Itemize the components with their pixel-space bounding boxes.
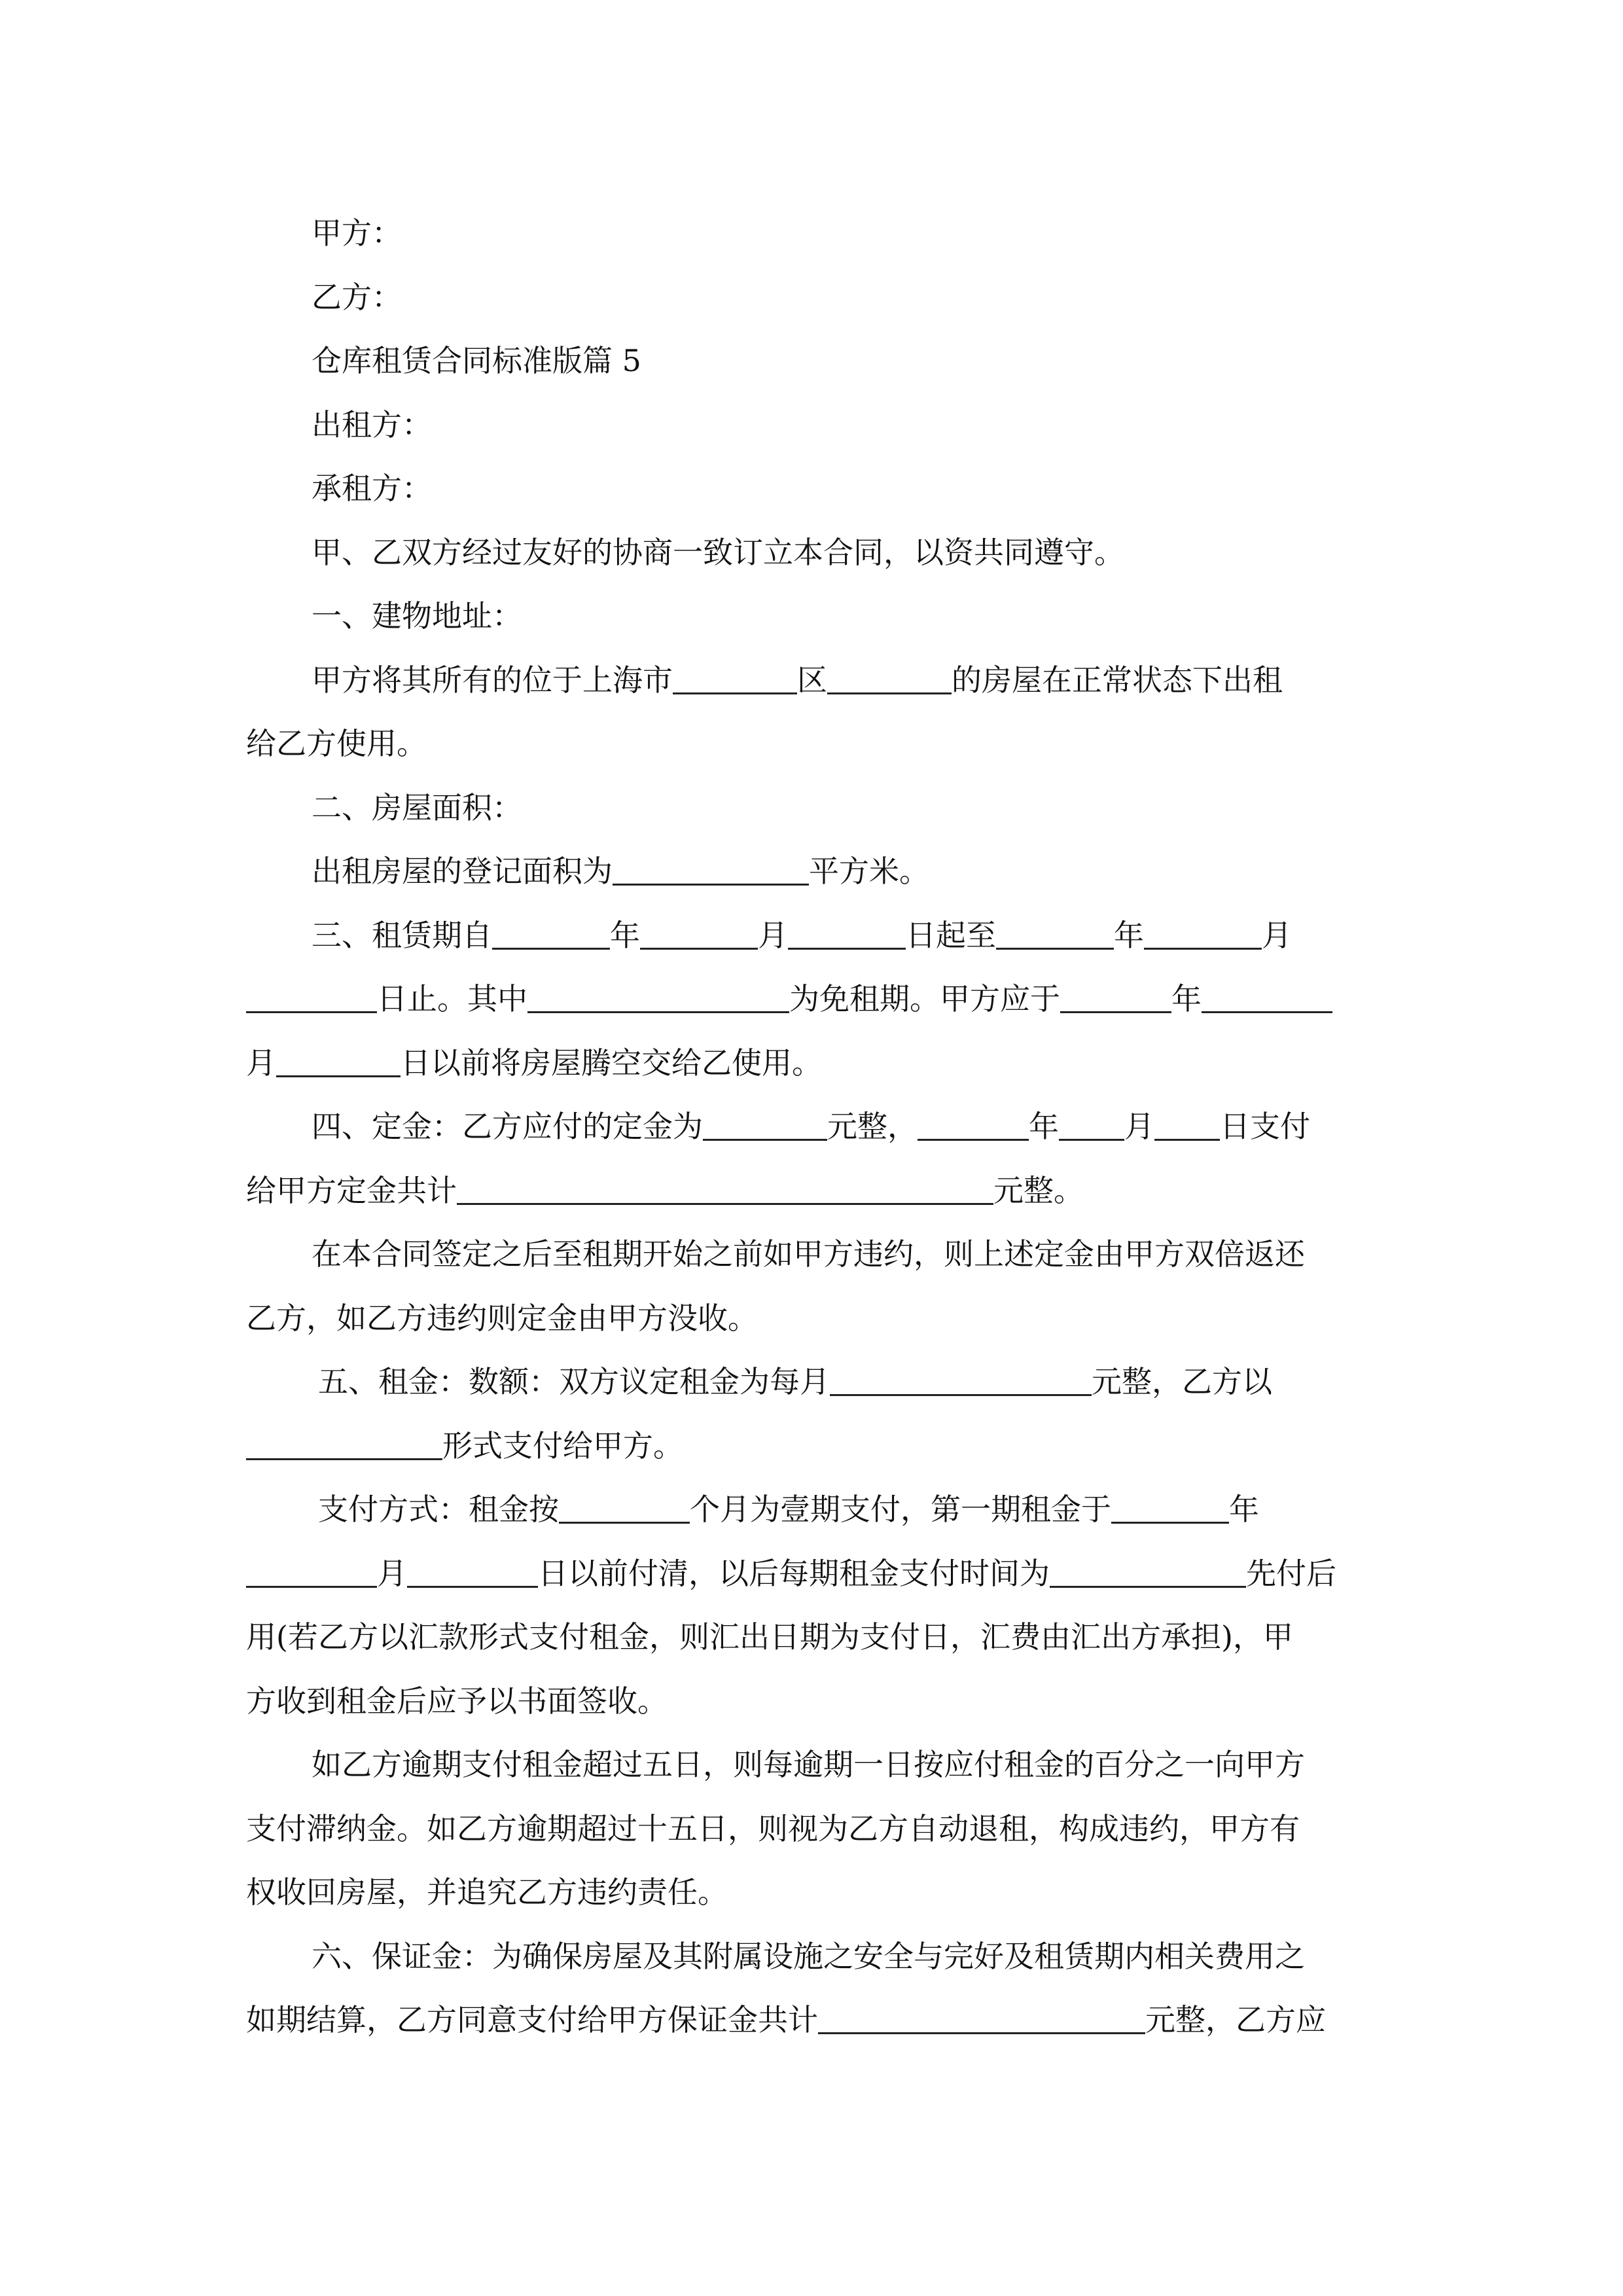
clause-3-text: 三、租赁期自 年 月 日起至 年 月 — [312, 917, 1292, 953]
period-months-blank — [559, 1496, 690, 1524]
first-payment-day-blank — [407, 1560, 538, 1588]
district-blank — [673, 666, 797, 694]
handover-month-blank — [1202, 985, 1332, 1013]
clause-2-heading: 二、房屋面积： — [312, 789, 522, 825]
payment-time-blank — [1050, 1560, 1246, 1588]
party-a-line: 甲方： — [312, 215, 402, 251]
clause-1-text-cont: 给乙方使用。 — [246, 726, 427, 761]
end-year-blank — [996, 922, 1114, 950]
clause-6-text: 六、保证金：为确保房屋及其附属设施之安全与完好及租赁期内相关费用之 — [312, 1938, 1305, 1974]
intro-paragraph: 甲、乙双方经过友好的协商一致订立本合同，以资共同遵守。 — [312, 534, 1124, 570]
clause-5-text-cont: 形式支付给甲方。 — [246, 1414, 1378, 1479]
clause-4-text: 四、定金：乙方应付的定金为 元整， 年 月 日支付 — [312, 1109, 1310, 1144]
clause-1-heading: 一、建物地址： — [312, 598, 522, 634]
lessee-line: 承租方： — [312, 471, 432, 506]
clause-4-text-cont: 给甲方定金共计 元整。 — [246, 1172, 1084, 1208]
payment-method-text-cont: 月 日以前付清，以后每期租金支付时间为 先付后 — [246, 1542, 1378, 1606]
start-year-blank — [492, 922, 610, 950]
address-blank — [827, 666, 952, 694]
late-payment-paragraph-cont2: 权收回房屋，并追究乙方违约责任。 — [246, 1874, 728, 1910]
clause-3-text-cont2: 月 日以前将房屋腾空交给乙使用。 — [246, 1045, 822, 1081]
deposit-month-blank — [1059, 1113, 1124, 1141]
area-blank — [613, 857, 809, 886]
guarantee-amount-blank — [818, 2006, 1145, 2034]
deposit-breach-paragraph: 在本合同签定之后至租期开始之前如甲方违约，则上述定金由甲方双倍返还 — [312, 1236, 1305, 1272]
handover-day-blank — [276, 1049, 401, 1077]
deposit-breach-paragraph-cont: 乙方，如乙方违约则定金由甲方没收。 — [246, 1300, 758, 1336]
start-month-blank — [640, 922, 758, 950]
deposit-year-blank — [918, 1113, 1029, 1141]
payment-form-blank — [246, 1432, 442, 1460]
clause-6-text-cont: 如期结算，乙方同意支付给甲方保证金共计 元整，乙方应 — [246, 2002, 1326, 2037]
end-month-blank — [1144, 922, 1262, 950]
end-day-blank — [246, 985, 377, 1013]
monthly-rent-blank — [830, 1368, 1092, 1396]
rent-free-blank — [527, 985, 789, 1013]
clause-5-text: 五、租金：数额：双方议定租金为每月 元整，乙方以 — [318, 1364, 1272, 1399]
deposit-day-blank — [1154, 1113, 1220, 1141]
payment-method-text: 支付方式：租金按 个月为壹期支付，第一期租金于 年 — [318, 1492, 1259, 1527]
party-b-line: 乙方： — [312, 279, 402, 315]
clause-2-text: 出租房屋的登记面积为 平方米。 — [312, 853, 929, 889]
section-title: 仓库租赁合同标准版篇 5 — [312, 343, 641, 378]
payment-method-text-cont3: 方收到租金后应予以书面签收。 — [246, 1683, 668, 1719]
clause-1-text: 甲方将其所有的位于上海市 区 的房屋在正常状态下出租 — [312, 662, 1283, 698]
first-payment-year-blank — [1111, 1496, 1229, 1524]
deposit-amount-blank — [703, 1113, 827, 1141]
deposit-total-blank — [457, 1177, 993, 1205]
handover-year-blank — [1060, 985, 1171, 1013]
lessor-line: 出租方： — [312, 406, 432, 442]
late-payment-paragraph: 如乙方逾期支付租金超过五日，则每逾期一日按应付租金的百分之一向甲方 — [312, 1747, 1305, 1782]
start-day-blank — [788, 922, 906, 950]
payment-method-text-cont2: 用(若乙方以汇款形式支付租金，则汇出日期为支付日，汇费由汇出方承担)，甲 — [246, 1619, 1293, 1655]
late-payment-paragraph-cont: 支付滞纳金。如乙方逾期超过十五日，则视为乙方自动退租，构成违约，甲方有 — [246, 1810, 1300, 1846]
first-payment-month-blank — [246, 1560, 377, 1588]
clause-3-text-cont: 日止。其中 为免租期。甲方应于 年 — [246, 967, 1378, 1031]
contract-body — [246, 202, 1378, 2053]
